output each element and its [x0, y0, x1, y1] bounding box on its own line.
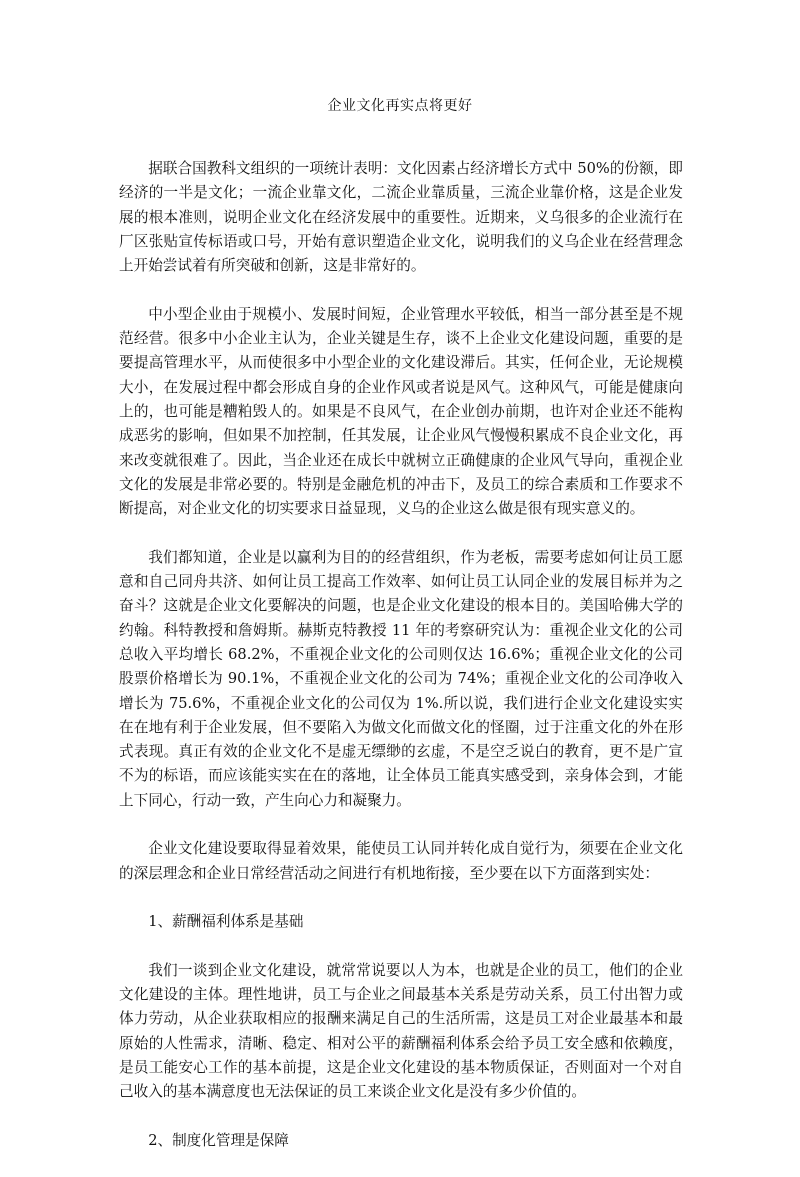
paragraph-5: 我们一谈到企业文化建设，就常常说要以人为本，也就是企业的员工，他们的企业文化建设的主体。理性地讲，员工与企业之间最基本关系是劳动关系，员工付出智力或体力劳动，从企业获取相应的报酬来满足自己的生活所需，这是员工对企业最基本和最原始的人性需求，清晰、稳定、相对公平的薪酬福利体系会给予员工安全感和依赖度，是员工能安心工作的基本前提，这是企业文化建设的基本物质保证，否则面对一个对自己收入的基本满意度也无法保证的员工来谈企业文化是没有多少价值的。: [119, 961, 683, 1101]
section-heading-2: 2、制度化管理是保障: [148, 1131, 289, 1149]
document-body: [119, 157, 683, 1177]
paragraph-4: 企业文化建设要取得显着效果，能使员工认同并转化成自觉行为，须要在企业文化的深层理念和企业日常经营活动之间进行有机地衔接，至少要在以下方面落到实处：: [119, 840, 683, 882]
paragraph-1: 据联合国教科文组织的一项统计表明：文化因素占经济增长方式中 50%的份额，即经济的一半是文化；一流企业靠文化，二流企业靠质量，三流企业靠价格，这是企业发展的根本准则，说明企业文化在经济发展中的重要性。近期来，义乌很多的企业流行在厂区张贴宣传标语或口号，开始有意识塑造企业文化，说明我们的义乌企业在经营理念上开始尝试着有所突破和创新，这是非常好的。: [119, 160, 683, 275]
paragraph-2: 中小型企业由于规模小、发展时间短，企业管理水平较低，相当一部分甚至是不规范经营。很多中小企业主认为，企业关键是生存，谈不上企业文化建设问题，重要的是要提高管理水平，从而使很多中小型企业的文化建设滞后。其实，任何企业，无论规模大小，在发展过程中都会形成自身的企业作风或者说是风气。这种风气，可能是健康向上的，也可能是糟粕毁人的。如果是不良风气，在企业创办前期，也许对企业还不能构成恶劣的影响，但如果不加控制，任其发展，让企业风气慢慢积累成不良企业文化，再来改变就很难了。因此，当企业还在成长中就树立正确健康的企业风气导向，重视企业文化的发展是非常必要的。特别是金融危机的冲击下，及员工的综合素质和工作要求不断提高，对企业文化的切实要求日益显现，义乌的企业这么做是很有现实意义的。: [119, 305, 683, 518]
paragraph-3: 我们都知道，企业是以赢利为目的的经营组织，作为老板，需要考虑如何让员工愿意和自己同舟共济、如何让员工提高工作效率、如何让员工认同企业的发展目标并为之奋斗？这就是企业文化要解决的问题，也是企业文化建设的根本目的。美国哈佛大学的约翰。科特教授和詹姆斯。赫斯克特教授 11 年的考察研究认为：重视企业文化的公司总收入平均增长 68.2%，不重视企业文化的公司则仅达 16.6%；重视企业文化的公司股票价格增长为 90.1%，不重视企业文化的公司为 74%；重视企业文化的公司净收入增长为 75.6%，不重视企业文化的公司仅为 1%.所以说，我们进行企业文化建设实实在在地有利于企业发展，但不要陷入为做文化而做文化的怪圈，过于注重文化的外在形式表现。真正有效的企业文化不是虚无缥缈的玄虚，不是空乏说白的教育，更不是广宣不为的标语，而应该能实实在在的落地，让全体员工能真实感受到，亲身体会到，才能上下同心，行动一致，产生向心力和凝聚力。: [119, 548, 683, 809]
section-heading-1: 1、薪酬福利体系是基础: [148, 913, 304, 931]
document-title: 企业文化再实点将更好: [327, 98, 473, 114]
